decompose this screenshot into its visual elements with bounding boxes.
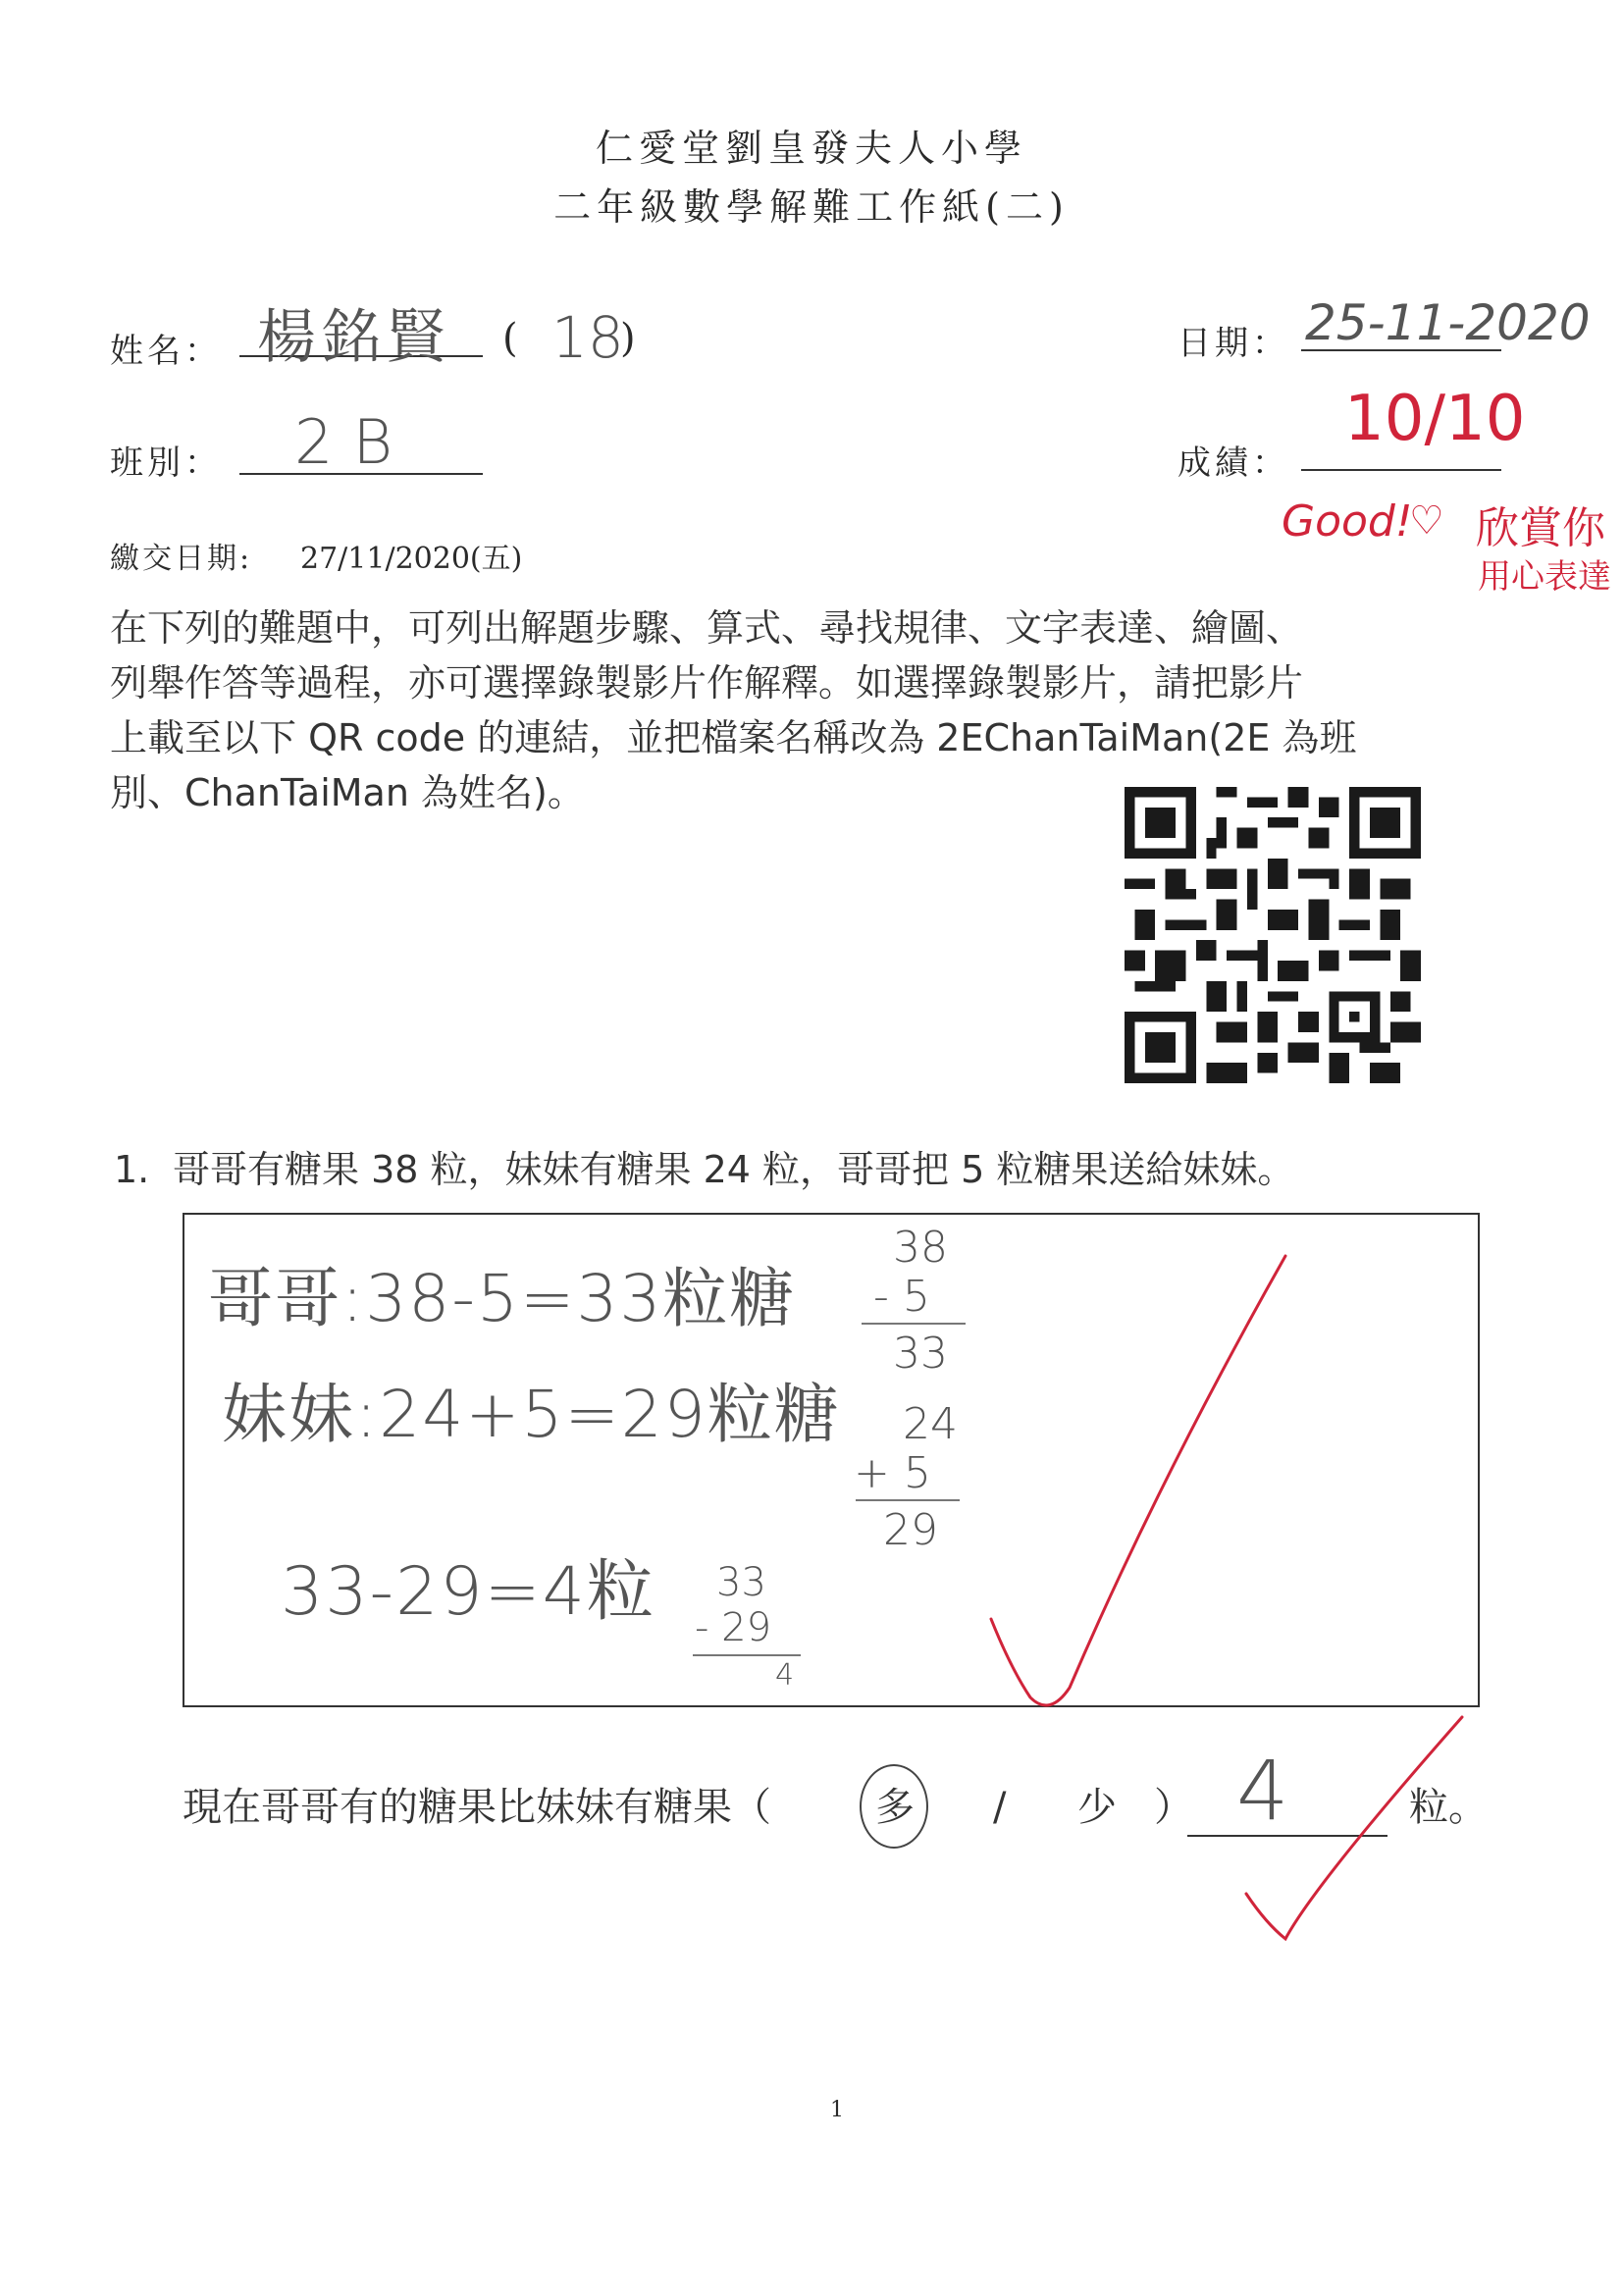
number-open-paren: ( xyxy=(502,316,522,361)
date-value: 25-11-2020 xyxy=(1305,294,1591,351)
answer-value: 4 xyxy=(1236,1743,1289,1839)
score-label: 成績： xyxy=(1178,444,1289,483)
teacher-comment-line1: 欣賞你 xyxy=(1476,503,1605,553)
teacher-comment-line2: 用心表達 xyxy=(1478,557,1611,597)
instruction-line: 別、ChanTaiMan 為姓名)。 xyxy=(110,771,585,814)
work-line-3: 33-29=4粒 xyxy=(281,1553,655,1631)
vcalc1-sub: - 5 xyxy=(873,1272,930,1322)
page-number: 1 xyxy=(830,2098,844,2122)
number-value: 18 xyxy=(551,304,624,371)
vcalc2-line xyxy=(856,1499,960,1501)
vcalc1-result: 33 xyxy=(893,1329,948,1379)
work-line-2: 妹妹:24+5=29粒糖 xyxy=(222,1377,841,1452)
question-text: 哥哥有糖果 38 粒，妹妹有糖果 24 粒，哥哥把 5 粒糖果送給妹妹。 xyxy=(173,1148,1295,1191)
answer-unit: 粒。 xyxy=(1409,1785,1488,1830)
heart-icon: ♡ xyxy=(1409,498,1444,544)
instruction-line: 列舉作答等過程，亦可選擇錄製影片作解釋。如選擇錄製影片，請把影片 xyxy=(110,661,1304,704)
vcalc3-top: 33 xyxy=(716,1560,766,1605)
vcalc3-line xyxy=(693,1654,801,1656)
answer-prefix: 現在哥哥有的糖果比妹妹有糖果（ xyxy=(183,1785,771,1830)
score-line xyxy=(1301,469,1501,471)
class-value: 2B xyxy=(294,406,413,478)
vcalc1-top: 38 xyxy=(893,1223,948,1273)
instruction-line: 上載至以下 QR code 的連結，並把檔案名稱改為 2EChanTaiMan(2E 為班 xyxy=(110,716,1357,759)
question-number: 1. xyxy=(114,1148,150,1191)
answer-option-more[interactable]: 多 xyxy=(875,1785,915,1830)
class-label: 班別： xyxy=(110,444,222,483)
vcalc3-sub: - 29 xyxy=(695,1605,772,1650)
work-line-1: 哥哥:38-5=33粒糖 xyxy=(208,1261,797,1336)
answer-slash: / xyxy=(993,1785,1007,1830)
teacher-good: Good! xyxy=(1282,496,1413,547)
score-value: 10/10 xyxy=(1344,383,1526,455)
submission-label: 繳交日期: xyxy=(110,542,253,576)
checkmark-icon xyxy=(1227,1707,1482,1962)
checkmark-icon xyxy=(962,1226,1315,1737)
vcalc2-add: + 5 xyxy=(854,1448,931,1498)
instruction-line: 在下列的難題中，可列出解題步驟、算式、尋找規律、文字表達、繪圖、 xyxy=(110,606,1304,650)
name-label: 姓名： xyxy=(110,332,222,371)
answer-close-paren: ） xyxy=(1154,1785,1193,1830)
worksheet-title: 二年級數學解難工作紙(二) xyxy=(553,185,1070,229)
name-value: 楊銘賢 xyxy=(257,303,451,372)
qr-code[interactable] xyxy=(1125,787,1421,1083)
date-label: 日期： xyxy=(1178,324,1289,363)
vcalc2-top: 24 xyxy=(903,1399,958,1449)
answer-option-less[interactable]: 少 xyxy=(1077,1785,1117,1830)
school-name: 仁愛堂劉皇發夫人小學 xyxy=(595,127,1027,170)
vcalc2-result: 29 xyxy=(883,1505,938,1555)
submission-value: 27/11/2020(五) xyxy=(300,542,523,576)
number-close-paren: ) xyxy=(620,316,640,361)
vcalc3-result: 4 xyxy=(775,1658,795,1693)
vcalc1-line xyxy=(862,1323,966,1325)
